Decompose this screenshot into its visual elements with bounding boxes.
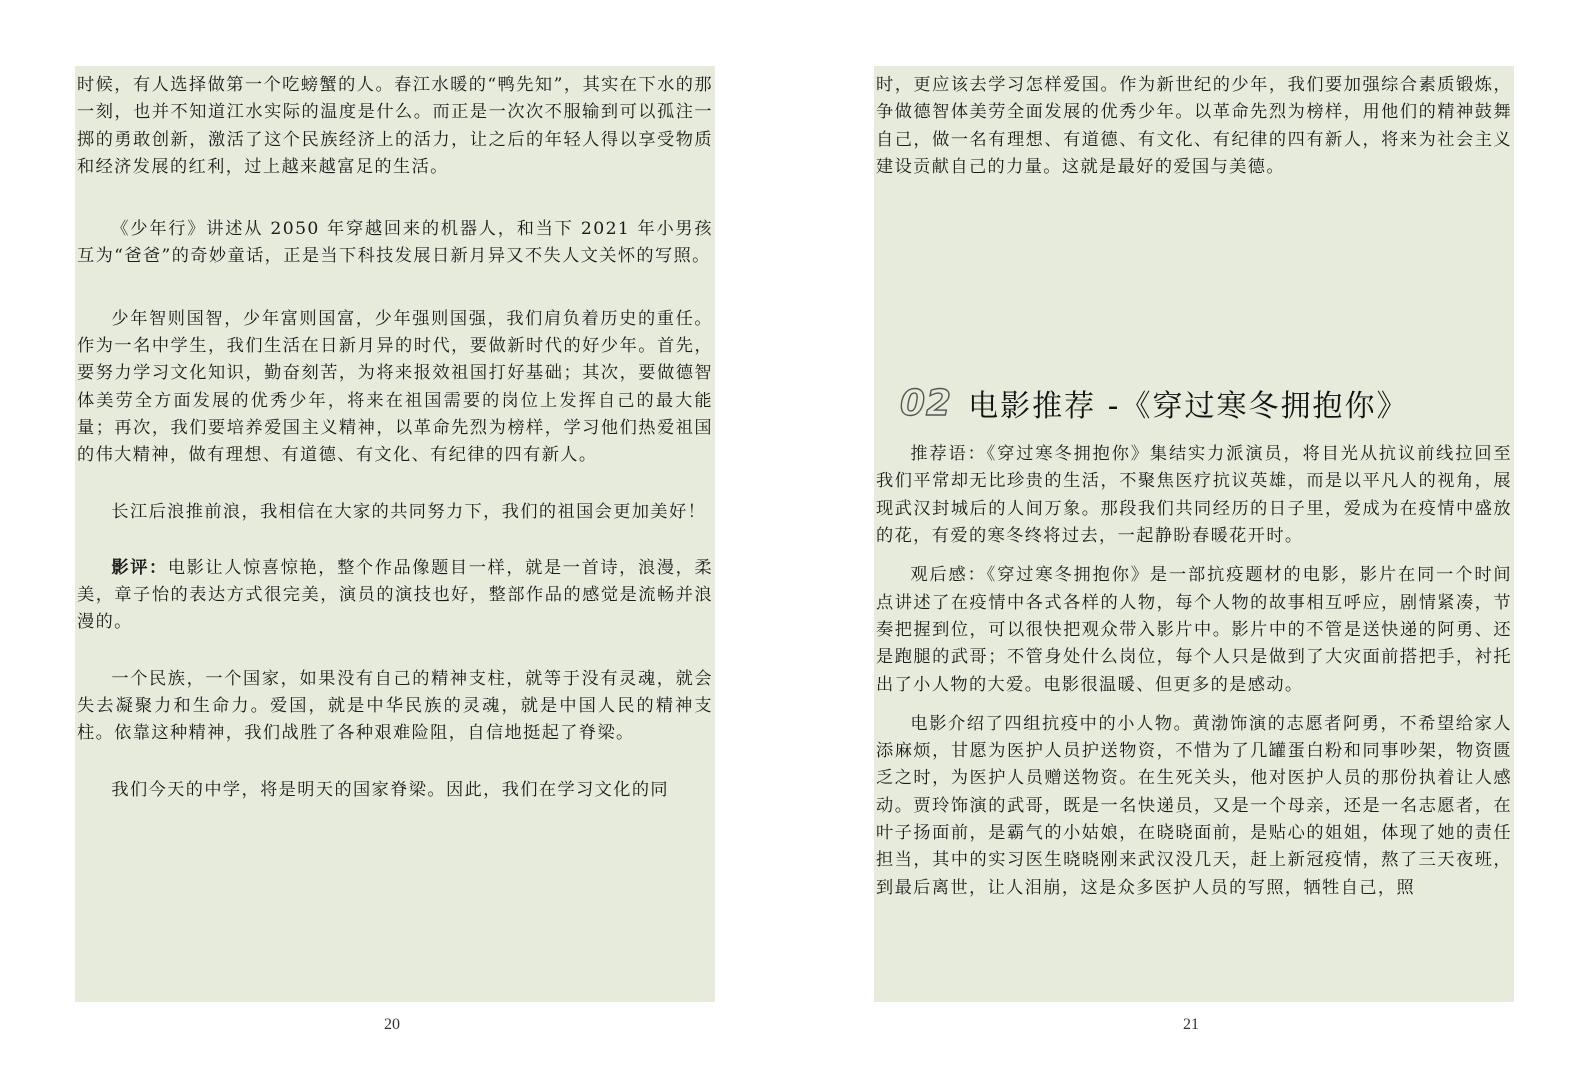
section-heading <box>876 377 1512 429</box>
paragraph-nation-spirit: 一个民族，一个国家，如果没有自己的精神支柱，就等于没有灵魂，就会失去凝聚力和生命力。爱国，就是中华民族的灵魂，就是中国人民的精神支柱。依靠这种精神，我们战胜了各种艰难险阻，自信地挺起了脊梁。 <box>77 668 713 744</box>
paragraph-shaonianxing: 《少年行》讲述从 2050 年穿越回来的机器人，和当下 2021 年小男孩互为“爸爸”的奇妙童话，正是当下科技发展日新月异又不失人文关怀的写照。 <box>77 219 713 267</box>
left-page <box>75 66 715 1002</box>
section-title: 电影推荐 -《穿过寒冬拥抱你》 <box>968 389 1409 425</box>
review-text: 电影让人惊喜惊艳，整个作品像题目一样，就是一首诗，浪漫，柔美，章子怡的表达方式很完美，演员的演技也好，整部作品的感觉是流畅并浪漫的。 <box>77 557 713 633</box>
right-page <box>874 66 1514 1002</box>
paragraph-characters: 电影介绍了四组抗疫中的小人物。黄渤饰演的志愿者阿勇，不希望给家人添麻烦，甘愿为医护人员护送物资，不惜为了几罐蛋白粉和同事吵架，物资匮乏之时，为医护人员赠送物资。在生死关头，他对医护人员的那份执着让人感动。贾玲饰演的武哥，既是一名快递员，又是一个母亲，还是一名志愿者，在叶子扬面前，是霸气的小姑娘，在晓晓面前，是贴心的姐姐，体现了她的责任担当，其中的实习医生晓晓刚来武汉没几天，赶上新冠疫情，熬了三天夜班，到最后离世，让人泪崩，这是众多医护人员的写照，牺牲自己，照 <box>876 713 1512 898</box>
page-number-right: 21 <box>1183 1016 1199 1033</box>
paragraph-film-review <box>77 555 713 637</box>
paragraph-spring-river: 时候，有人选择做第一个吃螃蟹的人。春江水暖的“鸭先知”，其实在下水的那一刻，也并不知道江水实际的温度是什么。而正是一次次不服输到可以孤注一掷的勇敢创新，激活了这个民族经济上的活力，让之后的年轻人得以享受物质和经济发展的红利，过上越来越富足的生活。 <box>77 75 713 177</box>
paragraph-reflection: 观后感：《穿过寒冬拥抱你》是一部抗疫题材的电影，影片在同一个时间点讲述了在疫情中各式各样的人物，每个人物的故事相互呼应，剧情紧凑，节奏把握到位，可以很快把观众带入影片中。影片中的不管是送快递的阿勇、还是跑腿的武哥；不管身处什么岗位，每个人只是做到了大灾面前搭把手，衬托出了小人物的大爱。电影很温暖、但更多的是感动。 <box>876 565 1512 695</box>
paragraph-future-pillar: 我们今天的中学，将是明天的国家脊梁。因此，我们在学习文化的同 <box>111 779 670 800</box>
section-number: 02 <box>900 382 953 424</box>
page-number-left: 20 <box>384 1016 400 1033</box>
paragraph-patriotism-continued: 时，更应该去学习怎样爱国。作为新世纪的少年，我们要加强综合素质锻炼，争做德智体美劳全面发展的优秀少年。以革命先烈为榜样，用他们的精神鼓舞自己，做一名有理想、有道德、有文化、有纪律的四有新人，将来为社会主义建设贡献自己的力量。这就是最好的爱国与美德。 <box>876 75 1512 177</box>
paragraph-yangtze: 长江后浪推前浪，我相信在大家的共同努力下，我们的祖国会更加美好！ <box>111 501 707 522</box>
paragraph-recommendation: 推荐语：《穿过寒冬拥抱你》集结实力派演员，将目光从抗议前线拉回至我们平常却无比珍贵的生活，不聚焦医疗抗议英雄，而是以平凡人的视角，展现武汉封城后的人间万象。那段我们共同经历的日子里，爱成为在疫情中盛放的花，有爱的寒冬终将过去，一起静盼春暖花开时。 <box>876 444 1512 547</box>
paragraph-youth-strong: 少年智则国智，少年富则国富，少年强则国强，我们肩负着历史的重任。作为一名中学生，我们生活在日新月异的时代，要做新时代的好少年。首先，要努力学习文化知识，勤奋刻苦，为将来报效祖国打好基础；其次，要做德智体美劳全方面发展的优秀少年，将来在祖国需要的岗位上发挥自己的最大能量；再次，我们要培养爱国主义精神，以革命先烈为榜样，学习他们热爱祖国的伟大精神，做有理想、有道德、有文化、有纪律的四有新人。 <box>77 308 713 466</box>
review-label: 影评： <box>111 557 168 578</box>
